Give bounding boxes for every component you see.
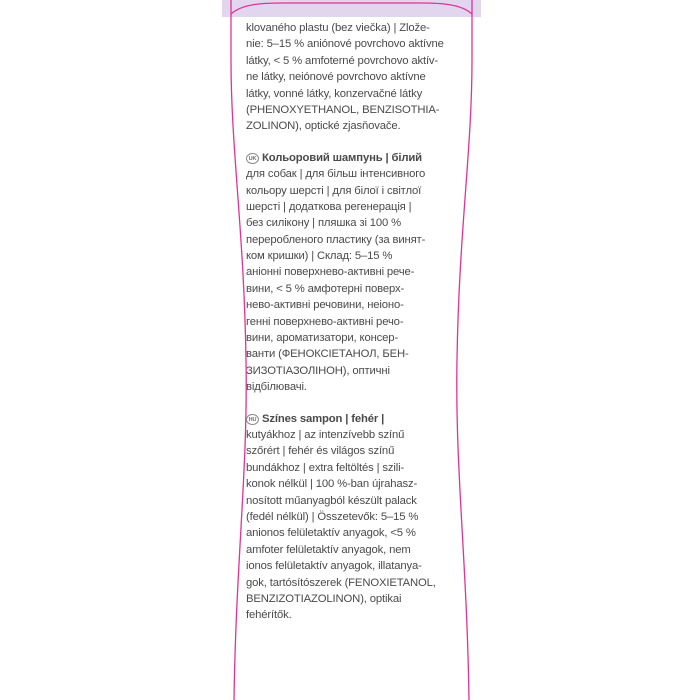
uk-line-6: переробленого пластику (за винят-	[246, 233, 426, 246]
uk-line-8: аніонні поверхнево-активні рече-	[246, 266, 415, 279]
uk-line-11: генні поверхнево-активні речо-	[246, 315, 404, 328]
hu-line-7: (fedél nélkül) | Összetevők: 5–15 %	[246, 510, 419, 523]
uk-line-12: вини, ароматизатори, консер-	[246, 332, 399, 345]
hu-language-badge: HU	[246, 414, 259, 425]
label-text	[246, 20, 466, 639]
hu-section	[246, 411, 466, 624]
uk-line-3: кольору шерсті | для білої і світлої	[246, 184, 422, 197]
sk-line-7: ZOLINON), optické zjasňovače.	[246, 120, 401, 133]
uk-line-2: для собак | для більш інтенсивного	[246, 168, 426, 181]
uk-language-badge: UK	[246, 153, 259, 164]
sk-line-3: látky, < 5 % amfoterné povrchovo aktív-	[246, 54, 439, 67]
uk-line-9: вини, < 5 % амфотерні поверх-	[246, 282, 405, 295]
hu-line-8: anionos felületaktív anyagok, <5 %	[246, 527, 416, 540]
uk-line-14: ЗИЗОТІАЗОЛІНОН), оптичні	[246, 364, 390, 377]
sk-line-6: (PHENOXYETHANOL, BENZISOTHIA-	[246, 103, 440, 116]
hu-line-2: kutyákhoz | az intenzívebb színű	[246, 428, 405, 441]
hu-line-6: nosított műanyagból készült palack	[246, 494, 417, 507]
hu-line-13: fehérítők.	[246, 609, 292, 622]
label-outline-top-curve	[231, 3, 472, 14]
uk-line-10: нево-активні речовини, неіоно-	[246, 299, 404, 312]
hu-line-10: ionos felületaktív anyagok, illatanya-	[246, 560, 422, 573]
sk-line-1: klovaného plastu (bez viečka) | Zlože-	[246, 22, 430, 34]
sk-section	[246, 20, 466, 135]
hu-line-12: BENZIZOTIAZOLINON), optikai	[246, 592, 402, 605]
hu-line-4: bundákhoz | extra feltöltés | szili-	[246, 461, 405, 474]
uk-line-13: ванти (ФЕНОКСІЕТАНОЛ, БЕН-	[246, 348, 409, 361]
sk-line-4: ne látky, neiónové povrchovo aktívne	[246, 71, 426, 84]
uk-line-5: без силікону | пляшка зі 100 %	[246, 217, 402, 230]
hu-line-1: HU Színes sampon | fehér |	[246, 411, 466, 427]
uk-line-1: UK Кольоровий шампунь | білий	[246, 150, 466, 166]
uk-line-7: ком кришки) | Склад: 5–15 %	[246, 250, 393, 263]
hu-line-3: szőrért | fehér és világos színű	[246, 445, 395, 458]
hu-line-11: gok, tartósítószerek (FENOXIETANOL,	[246, 576, 436, 589]
hu-line-5: konok nélkül | 100 %-ban újrahasz-	[246, 478, 418, 491]
uk-section	[246, 150, 466, 396]
sk-line-2: nie: 5–15 % aniónové povrchovo aktívne	[246, 38, 444, 51]
hu-line-9: amfoter felületaktív anyagok, nem	[246, 543, 411, 556]
uk-line-4: шерсті | додаткова регенерація |	[246, 200, 412, 213]
uk-line-15: відбілювачі.	[246, 381, 307, 394]
sk-line-5: látky, vonné látky, konzervačné látky	[246, 87, 423, 100]
